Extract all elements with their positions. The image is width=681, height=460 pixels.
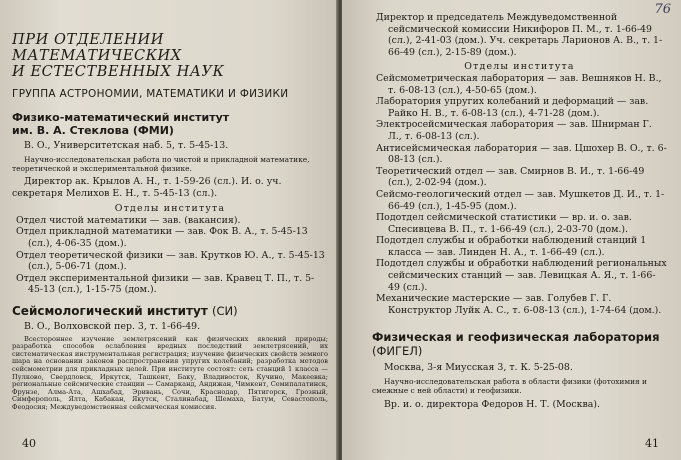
inst3-description: Научно-исследовательская работа в области физики (фотохимия и смежные с ней области) и геофизики. bbox=[372, 377, 647, 396]
inst2-name-text: Сейсмологический институт bbox=[12, 303, 208, 318]
inst1-dept-1: Отдел прикладной математики — зав. Фок В. А., т. 5-45-13 (сл.), 4-06-35 (дом.). bbox=[16, 226, 308, 249]
inst2-description: Всестороннее изучение землетрясений как физических явлений природы; разработка способов ослабления вредных последствий землетрясений, их систематическая инструментальная регистрация; изучение физических свойств земного шара на основании законов распространения упругих колебаний; разработка методов сейсмометрии для прикладных целей. При институте состоят: сеть станций 1 класса — Пулково, Свердловск, Иркутск, Ташкент, Баку, Владивосток, Кучино, Макеевка; региональные сейсмические станции — Самарканд, Андижан, Чимкент, Семипалатинск, Фрунзе, Алма-Ата, Ашхабад, Эривань, Сочи, Краснодар, Пятигорск, Грозный, Симферополь, Ялта, Кабакан, Якутск, Сталинабад, Шемаха, Батум, Севастополь, Феодосия; Междуведомственная сейсмическая комиссия. bbox=[12, 334, 328, 411]
page-number-right: 41 bbox=[645, 437, 659, 450]
inst1-name-text: им. В. А. Стеклова bbox=[12, 124, 129, 137]
section-header-line2: И ЕСТЕСТВЕННЫХ НАУК bbox=[12, 64, 225, 80]
inst2-name bbox=[12, 304, 328, 318]
inst2-dept-7: Подотдел службы и обработки наблюдений станций 1 класса — зав. Линден Н. А., т. 1-66-49 (сл.). bbox=[376, 235, 647, 258]
inst2-dept-0: Сейсмометрическая лаборатория — зав. Вешняков Н. В., т. 6-08-13 (сл.), 4-50-65 (дом.). bbox=[376, 72, 662, 96]
inst3-name: Физическая и геофизическая лаборатория bbox=[372, 330, 660, 345]
inst1-name-line1: Физико-математический институт bbox=[12, 111, 230, 124]
inst3-abbr: (ФИГЕЛ) bbox=[372, 344, 423, 359]
inst2-dept-9: Механические мастерские — зав. Голубев Г. Г. Конструктор Луйк А. С., т. 6-08-13 (сл.), 1-74-64 (дом.). bbox=[376, 293, 662, 316]
inst2-dept-5: Сейсмо-геологический отдел — зав. Мушкетов Д. И., т. 1-66-49 (сл.), 1-45-95 (дом.). bbox=[376, 188, 665, 212]
inst1-name-line2 bbox=[12, 124, 328, 137]
inst1-dept-3: Отдел экспериментальной физики — зав. Кравец Т. П., т. 5-45-13 (сл.), 1-15-75 (дом.). bbox=[16, 272, 315, 296]
inst2-dept-8: Подотдел службы и обработки наблюдений региональных сейсмических станций — зав. Левицкая А. Я., т. 1-66-49 (сл.). bbox=[376, 258, 667, 293]
inst2-address: В. О., Волховской пер. 3, т. 1-66-49. bbox=[24, 320, 201, 332]
page-number-left: 40 bbox=[22, 437, 36, 450]
inst1-address: В. О., Университетская наб. 5, т. 5-45-13. bbox=[24, 140, 229, 151]
inst2-dept-2: Электросейсмическая лаборатория — зав. Шнирман Г. Л., т. 6-08-13 (сл.). bbox=[376, 119, 652, 142]
inst1-description: Научно-исследовательская работа по чистой и прикладной математике, теоретической и экспериментальной физике. bbox=[12, 154, 310, 173]
right-page bbox=[342, 0, 681, 460]
inst2-abbr: (СИ) bbox=[211, 303, 238, 318]
inst1-abbr: (ФМИ) bbox=[132, 124, 174, 137]
inst3-address: Москва, 3-я Миусская 3, т. К. 5-25-08. bbox=[384, 362, 573, 374]
inst2-departments-heading: Отделы института bbox=[464, 61, 575, 73]
inst2-dept-6: Подотдел сейсмической статистики — вр. и. о. зав. Спесивцева В. П., т. 1-66-49 (сл.), 2-03-70 (дом.). bbox=[376, 212, 632, 235]
inst2-dept-1: Лаборатория упругих колебаний и деформаций — зав. Райко Н. В., т. 6-08-13 (сл.), 4-71-28 (дом.). bbox=[376, 96, 649, 119]
inst3-director: Вр. и. о. директора Федоров Н. Т. (Москва). bbox=[384, 399, 601, 411]
inst1-departments-heading: Отделы института bbox=[114, 203, 226, 215]
inst2-dept-3: Антисейсмическая лаборатория — зав. Цшохер В. О., т. 6-08-13 (сл.). bbox=[376, 142, 667, 166]
left-page bbox=[0, 0, 338, 460]
inst1-dept-2: Отдел теоретической физики — зав. Крутков Ю. А., т. 5-45-13 (сл.), 5-06-71 (дом.). bbox=[16, 249, 325, 273]
inst1-dept-0: Отдел чистой математики — зав. (вакансия). bbox=[16, 214, 241, 226]
handwritten-mark: 76 bbox=[654, 2, 671, 17]
section-header-line1: ПРИ ОТДЕЛЕНИИ МАТЕМАТИЧЕСКИХ bbox=[12, 32, 182, 64]
inst2-dept-4: Теоретический отдел — зав. Смирнов В. И., т. 1-66-49 (сл.), 2-02-94 (дом.). bbox=[376, 165, 645, 189]
inst1-director: Директор ак. Крылов А. Н., т. 1-59-26 (сл.). И. о. уч. секретаря Мелихов Е. Н., т. 5-45-13 (сл.). bbox=[12, 176, 282, 199]
inst2-director-block: Директор и председатель Междуведомственной сейсмической комиссии Никифоров П. М., т. 1-66-49 (сл.), 2-41-03 (дом.). Уч. секретарь Ларионов А. В., т. 1-66-49 (сл.), 2-15-89 (дом.). bbox=[376, 12, 663, 58]
group-heading: ГРУППА АСТРОНОМИИ, МАТЕМАТИКИ И ФИЗИКИ bbox=[12, 88, 289, 100]
